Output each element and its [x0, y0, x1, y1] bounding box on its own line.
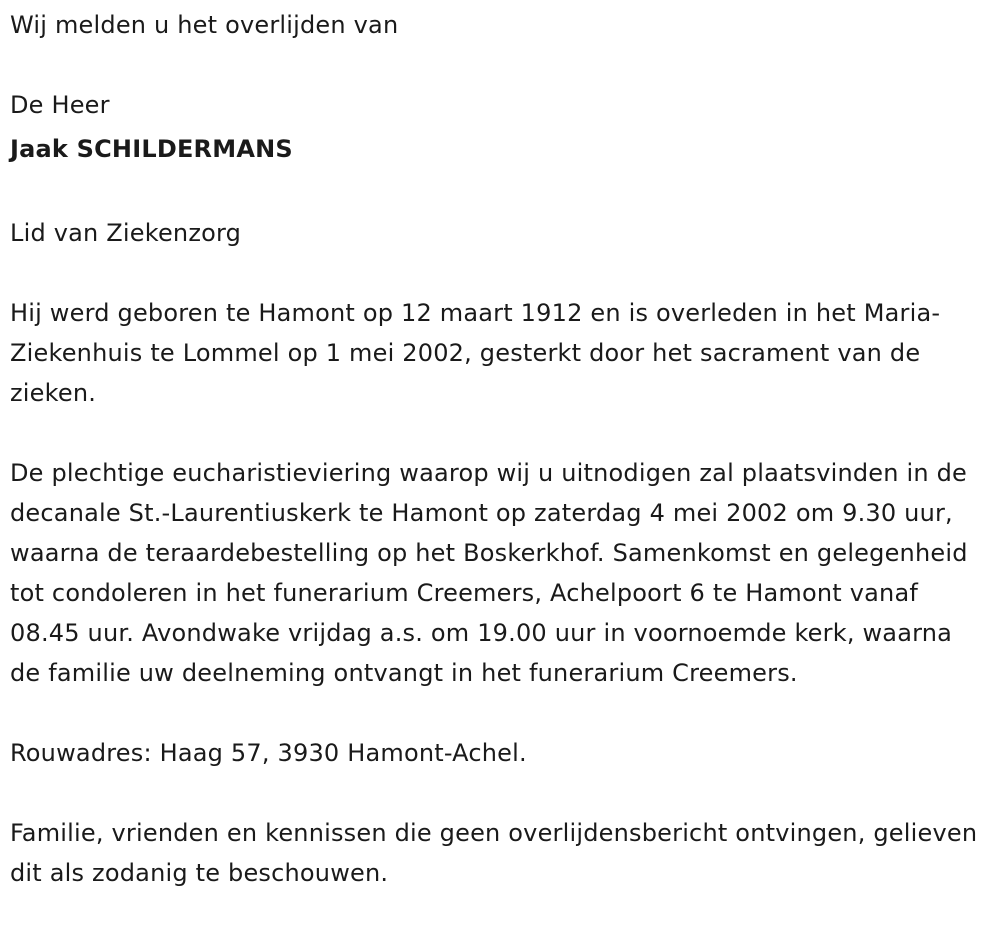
deceased-name: Jaak SCHILDERMANS — [10, 135, 293, 163]
salutation: De Heer — [10, 91, 110, 119]
mourning-address: Rouwadres: Haag 57, 3930 Hamont-Achel. — [10, 739, 527, 767]
intro-line: Wij melden u het overlijden van — [10, 11, 399, 39]
membership-line: Lid van Ziekenzorg — [10, 219, 242, 247]
ceremony-paragraph: De plechtige eucharistieviering waarop wij u uitnodigen zal plaatsvinden in de decanale St.-Laurentiuskerk te Hamont op zaterdag 4 mei 2002 om 9.30 uur, waarna de teraardebestelling op het Boskerkhof. Samenkomst en gelegenheid tot condoleren in het funerarium Creemers, Achelpoort 6 te Hamont vanaf 08.45 uur. Avondwake vrijdag a.s. om 19.00 uur in voornoemde kerk, waarna de familie uw deelneming ontvangt in het funerarium Creemers. — [10, 459, 968, 687]
birth-death-paragraph: Hij werd geboren te Hamont op 12 maart 1912 en is overleden in het Maria-Ziekenhuis te Lommel op 1 mei 2002, gesterkt door het sacrament van de zieken. — [10, 299, 941, 407]
closing-paragraph: Familie, vrienden en kennissen die geen overlijdensbericht ontvingen, gelieven dit als zodanig te beschouwen. — [10, 819, 978, 887]
